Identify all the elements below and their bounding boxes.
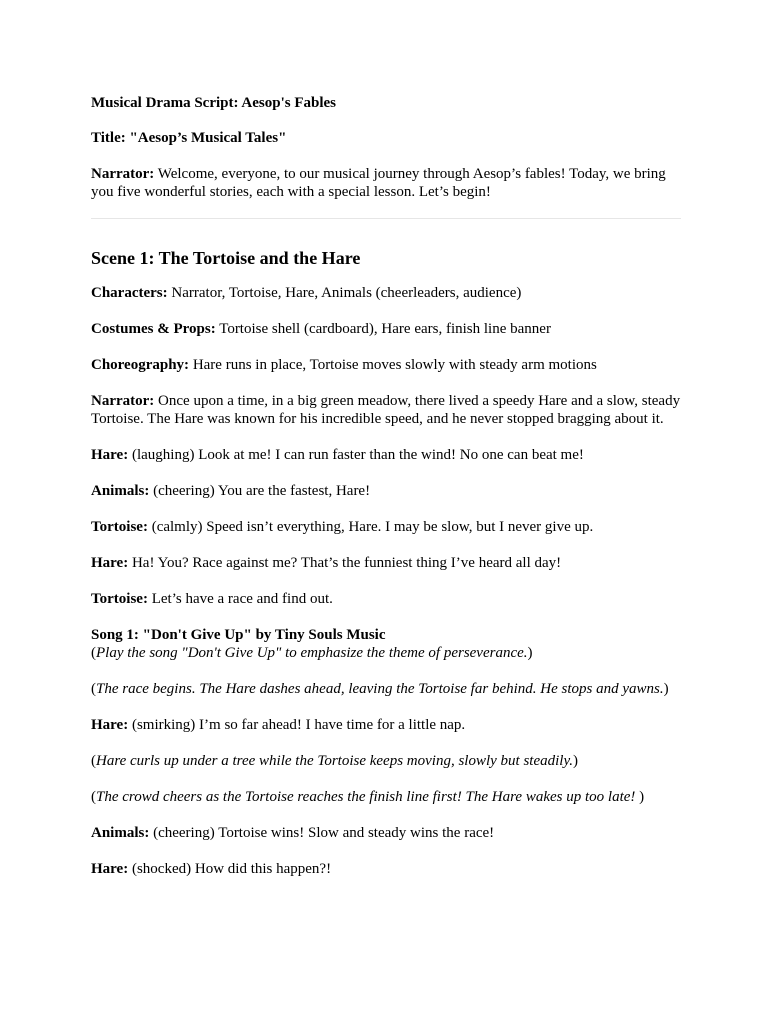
stage-direction xyxy=(91,680,681,698)
dialogue-line xyxy=(91,554,681,572)
dialogue-line xyxy=(91,716,681,734)
costumes-line xyxy=(91,320,681,338)
dialogue-text: (shocked) How did this happen?! xyxy=(128,861,332,877)
speaker-label: Tortoise: xyxy=(91,591,148,607)
song-title: Song 1: "Don't Give Up" by Tiny Souls Music xyxy=(91,627,386,643)
dialogue-text: (cheering) Tortoise wins! Slow and steady wins the race! xyxy=(149,825,495,841)
paren-close: ) xyxy=(573,753,579,769)
choreography-text: Hare runs in place, Tortoise moves slowly with steady arm motions xyxy=(189,357,597,373)
song-block xyxy=(91,626,681,662)
speaker-label: Hare: xyxy=(91,717,129,733)
play-title: Title: "Aesop’s Musical Tales" xyxy=(91,130,287,146)
paren-close: ) xyxy=(663,681,669,697)
narrator-intro xyxy=(91,165,681,201)
dialogue-line xyxy=(91,824,681,842)
dialogue-text: (smirking) I’m so far ahead! I have time for a little nap. xyxy=(128,717,466,733)
paren-close: ) xyxy=(635,789,645,805)
speaker-label: Animals: xyxy=(91,483,150,499)
paren-open: ( xyxy=(91,681,96,697)
dialogue-line xyxy=(91,590,681,608)
costumes-label: Costumes & Props: xyxy=(91,321,216,337)
scene-heading: Scene 1: The Tortoise and the Hare xyxy=(91,248,361,268)
dialogue-line xyxy=(91,860,681,878)
stage-direction-text: Play the song "Don't Give Up" to emphasize the theme of perseverance. xyxy=(96,645,528,661)
document-content xyxy=(91,94,681,896)
dialogue-line xyxy=(91,446,681,464)
speaker-label: Animals: xyxy=(91,825,150,841)
dialogue-text: Let’s have a race and find out. xyxy=(147,591,333,607)
dialogue-line xyxy=(91,392,681,428)
costumes-text: Tortoise shell (cardboard), Hare ears, finish line banner xyxy=(215,321,551,337)
choreography-label: Choreography: xyxy=(91,357,190,373)
document-title: Musical Drama Script: Aesop's Fables xyxy=(91,95,336,111)
characters-line xyxy=(91,284,681,302)
stage-direction xyxy=(91,788,681,806)
paren-close: ) xyxy=(527,645,533,661)
stage-direction xyxy=(91,752,681,770)
dialogue-text: (calmly) Speed isn’t everything, Hare. I may be slow, but I never give up. xyxy=(147,519,594,535)
stage-direction-text: The crowd cheers as the Tortoise reaches the finish line first! The Hare wakes up too late! xyxy=(96,789,636,805)
dialogue-text: (cheering) You are the fastest, Hare! xyxy=(149,483,371,499)
dialogue-line xyxy=(91,482,681,500)
section-divider xyxy=(91,218,681,219)
speaker-label: Narrator: xyxy=(91,393,155,409)
paren-open: ( xyxy=(91,645,96,661)
song-direction xyxy=(91,644,681,662)
choreography-line xyxy=(91,356,681,374)
dialogue-text: Ha! You? Race against me? That’s the funniest thing I’ve heard all day! xyxy=(128,555,562,571)
characters-label: Characters: xyxy=(91,285,168,301)
speaker-label: Hare: xyxy=(91,555,129,571)
paren-open: ( xyxy=(91,753,96,769)
dialogue-line xyxy=(91,518,681,536)
paren-open: ( xyxy=(91,789,96,805)
speaker-label: Hare: xyxy=(91,447,129,463)
dialogue-text: Once upon a time, in a big green meadow, there lived a speedy Hare and a slow, steady Tortoise. The Hare was known for his incredible speed, and he never stopped bragging about it. xyxy=(91,393,681,427)
speaker-label: Hare: xyxy=(91,861,129,877)
stage-direction-text: The race begins. The Hare dashes ahead, leaving the Tortoise far behind. He stops and yawns. xyxy=(96,681,664,697)
dialogue-text: Welcome, everyone, to our musical journey through Aesop’s fables! Today, we bring you five wonderful stories, each with a special lesson. Let’s begin! xyxy=(91,166,666,200)
speaker-label: Tortoise: xyxy=(91,519,148,535)
speaker-label: Narrator: xyxy=(91,166,155,182)
stage-direction-text: Hare curls up under a tree while the Tortoise keeps moving, slowly but steadily. xyxy=(96,753,574,769)
dialogue-text: (laughing) Look at me! I can run faster than the wind! No one can beat me! xyxy=(128,447,584,463)
characters-text: Narrator, Tortoise, Hare, Animals (cheerleaders, audience) xyxy=(167,285,522,301)
